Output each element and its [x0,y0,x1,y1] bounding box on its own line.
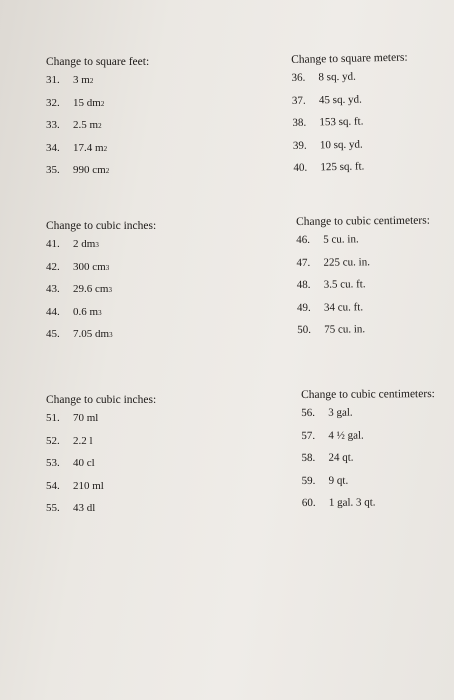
section-heading: Change to square meters: [291,51,408,66]
section-heading: Change to cubic inches: [46,220,157,232]
exercise-item: 36. 8 sq. yd. [291,70,356,84]
exercise-item: 37. 45 sq. yd. [291,93,362,107]
exercise-item: 32. 15 dm 2 [46,96,105,109]
exercise-item: 58. 24 qt. [301,451,354,464]
exercise-item: 50. 75 cu. in. [297,323,366,336]
exercise-item: 41. 2 dm 3 [46,238,99,250]
exercise-item: 54. 210 ml [46,479,104,492]
section-square-meters [291,52,410,185]
section-heading: Change to cubic inches: [46,394,157,406]
section-heading: Change to cubic centimeters: [301,388,435,401]
exercise-item: 38. 153 sq. ft. [292,115,364,129]
exercise-item: 56. 3 gal. [301,406,353,419]
exercise-item: 46. 5 cu. in. [296,233,359,246]
exercise-item: 51. 70 ml [46,412,99,424]
exercise-item: 40. 125 sq. ft. [293,160,365,174]
exercise-item: 34. 17.4 m 2 [46,141,108,154]
section-cubic-centimeters-2 [301,388,436,519]
exercise-item: 60. 1 gal. 3 qt. [301,496,376,509]
exercise-item: 52. 2.2 l [46,434,93,447]
exercise-item: 53. 40 cl [46,457,95,469]
exercise-item: 43. 29.6 cm 3 [46,283,112,295]
exercise-item: 39. 10 sq. yd. [292,138,363,152]
exercise-item: 45. 7.05 dm 3 [46,328,113,340]
exercise-item: 59. 9 qt. [301,474,349,487]
exercise-item: 44. 0.6 m 3 [46,305,102,318]
exercise-item: 33. 2.5 m 2 [46,119,102,131]
section-cubic-centimeters-1 [296,215,431,347]
section-heading: Change to cubic centimeters: [296,214,430,228]
exercise-item: 35. 990 cm 2 [46,164,110,176]
exercise-item: 57. 4 ½ gal. [301,429,364,442]
section-cubic-inches-1 [46,220,156,351]
section-cubic-inches-2 [46,394,156,525]
exercise-item: 31. 3 m 2 [46,74,94,86]
section-square-feet [46,56,149,187]
exercise-item: 49. 34 cu. ft. [296,300,364,314]
exercise-item: 42. 300 cm 3 [46,260,110,273]
exercise-item: 47. 225 cu. in. [296,255,370,269]
section-heading: Change to square feet: [46,56,150,68]
exercise-item: 48. 3.5 cu. ft. [296,278,366,291]
exercise-item: 55. 43 dl [46,502,96,514]
